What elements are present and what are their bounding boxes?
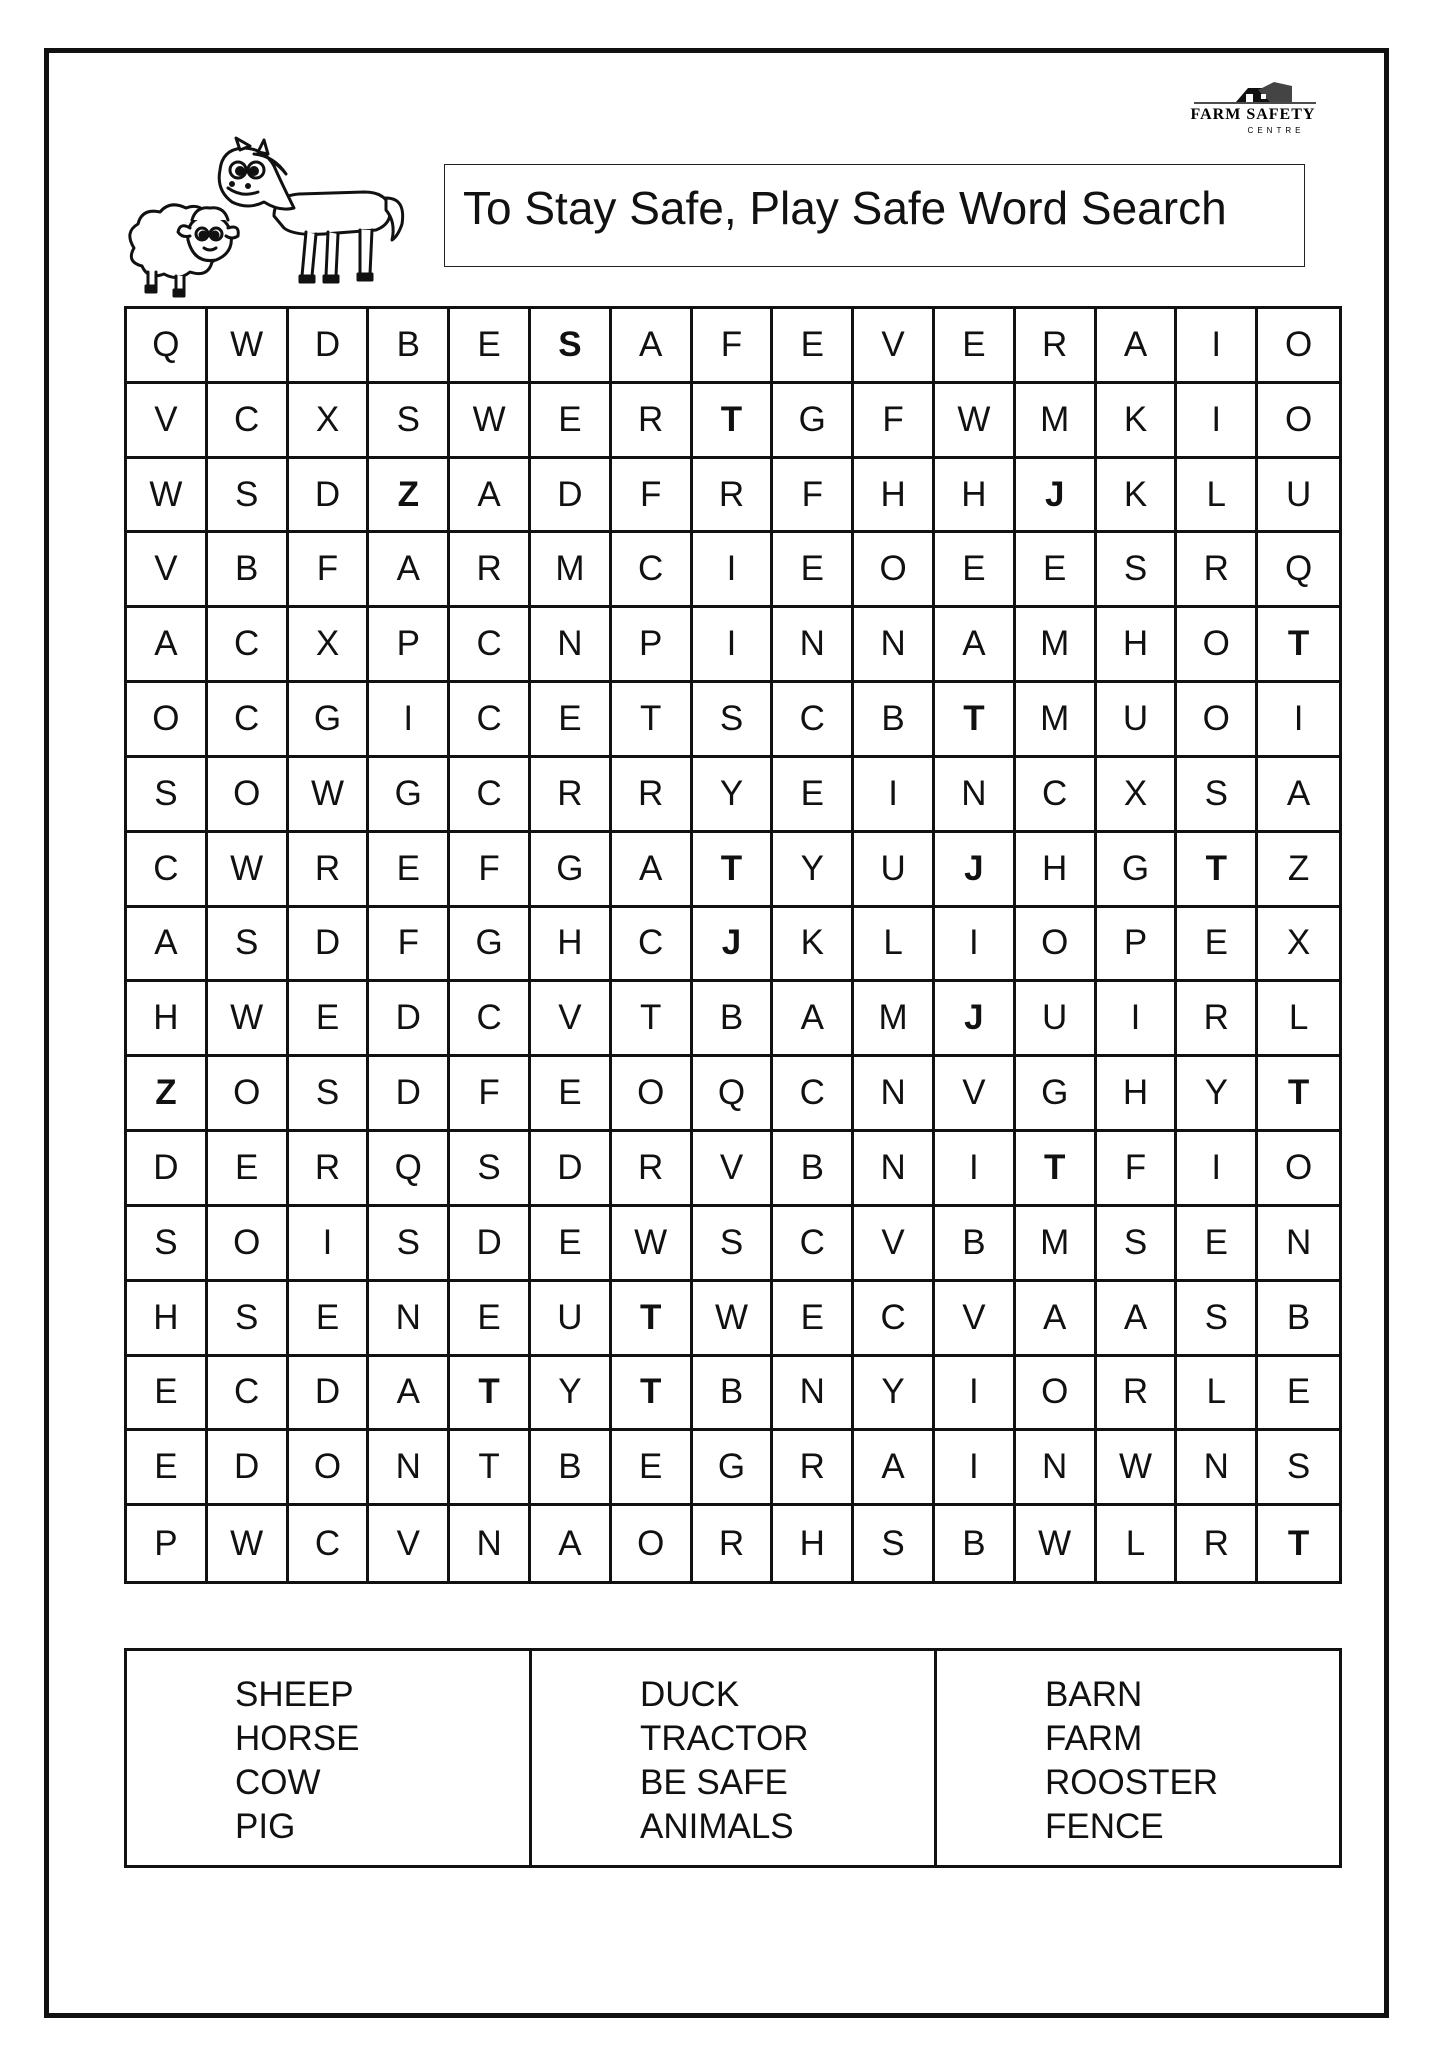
- grid-cell[interactable]: O: [1016, 908, 1097, 983]
- grid-cell[interactable]: B: [693, 1357, 774, 1432]
- grid-cell[interactable]: S: [1097, 533, 1178, 608]
- grid-cell[interactable]: D: [531, 459, 612, 534]
- grid-cell[interactable]: W: [208, 309, 289, 384]
- grid-cell[interactable]: N: [369, 1282, 450, 1357]
- grid-cell[interactable]: O: [208, 1207, 289, 1282]
- grid-cell[interactable]: S: [531, 309, 612, 384]
- grid-cell[interactable]: A: [1097, 1282, 1178, 1357]
- grid-cell[interactable]: B: [369, 309, 450, 384]
- grid-cell[interactable]: K: [1097, 384, 1178, 459]
- grid-cell[interactable]: L: [1177, 459, 1258, 534]
- grid-cell[interactable]: G: [450, 908, 531, 983]
- grid-cell[interactable]: N: [935, 758, 1016, 833]
- grid-cell[interactable]: H: [935, 459, 1016, 534]
- grid-cell[interactable]: C: [773, 1207, 854, 1282]
- grid-cell[interactable]: J: [935, 982, 1016, 1057]
- grid-cell[interactable]: I: [935, 1132, 1016, 1207]
- grid-cell[interactable]: K: [773, 908, 854, 983]
- word-list-item: SHEEP: [235, 1675, 354, 1714]
- word-list-item: ROOSTER: [1045, 1763, 1219, 1802]
- grid-cell[interactable]: S: [1097, 1207, 1178, 1282]
- grid-cell[interactable]: D: [289, 309, 370, 384]
- grid-cell[interactable]: H: [127, 982, 208, 1057]
- grid-cell[interactable]: W: [127, 459, 208, 534]
- grid-cell[interactable]: V: [693, 1132, 774, 1207]
- grid-cell[interactable]: B: [531, 1431, 612, 1506]
- grid-cell[interactable]: R: [289, 1132, 370, 1207]
- grid-cell[interactable]: T: [450, 1357, 531, 1432]
- grid-cell[interactable]: R: [1016, 309, 1097, 384]
- grid-cell[interactable]: E: [1258, 1357, 1339, 1432]
- grid-cell[interactable]: A: [369, 1357, 450, 1432]
- grid-cell[interactable]: A: [612, 309, 693, 384]
- grid-cell[interactable]: V: [854, 309, 935, 384]
- barn-logo-icon: [1166, 74, 1341, 138]
- grid-cell[interactable]: M: [1016, 1207, 1097, 1282]
- grid-cell[interactable]: E: [127, 1431, 208, 1506]
- grid-cell[interactable]: D: [289, 1357, 370, 1432]
- grid-cell[interactable]: G: [289, 683, 370, 758]
- grid-cell[interactable]: J: [935, 833, 1016, 908]
- grid-cell[interactable]: O: [1177, 608, 1258, 683]
- grid-cell[interactable]: V: [127, 384, 208, 459]
- grid-cell[interactable]: W: [612, 1207, 693, 1282]
- grid-cell[interactable]: V: [935, 1057, 1016, 1132]
- grid-cell[interactable]: Q: [693, 1057, 774, 1132]
- logo-text: FARM SAFETY: [1190, 106, 1316, 123]
- grid-cell[interactable]: X: [1258, 908, 1339, 983]
- grid-cell[interactable]: G: [1016, 1057, 1097, 1132]
- grid-cell[interactable]: S: [854, 1506, 935, 1581]
- grid-cell[interactable]: H: [1097, 608, 1178, 683]
- grid-cell[interactable]: V: [127, 533, 208, 608]
- grid-cell[interactable]: I: [289, 1207, 370, 1282]
- grid-cell[interactable]: H: [1016, 833, 1097, 908]
- grid-cell[interactable]: F: [450, 833, 531, 908]
- grid-cell[interactable]: O: [612, 1057, 693, 1132]
- grid-cell[interactable]: F: [289, 533, 370, 608]
- grid-cell[interactable]: R: [773, 1431, 854, 1506]
- grid-cell[interactable]: A: [1097, 309, 1178, 384]
- grid-cell[interactable]: X: [289, 608, 370, 683]
- grid-cell[interactable]: T: [612, 1357, 693, 1432]
- grid-cell[interactable]: C: [450, 982, 531, 1057]
- grid-cell[interactable]: U: [1258, 459, 1339, 534]
- title-box: [444, 164, 1305, 267]
- grid-cell[interactable]: C: [854, 1282, 935, 1357]
- grid-cell[interactable]: G: [531, 833, 612, 908]
- grid-cell[interactable]: O: [208, 1057, 289, 1132]
- grid-cell[interactable]: T: [1177, 833, 1258, 908]
- grid-cell[interactable]: C: [450, 608, 531, 683]
- grid-cell[interactable]: T: [1258, 608, 1339, 683]
- word-list-column: [532, 1651, 937, 1865]
- grid-cell[interactable]: B: [693, 982, 774, 1057]
- grid-cell[interactable]: A: [127, 608, 208, 683]
- grid-cell[interactable]: E: [289, 982, 370, 1057]
- grid-cell[interactable]: G: [1097, 833, 1178, 908]
- word-list-item: PIG: [235, 1807, 296, 1846]
- grid-cell[interactable]: S: [208, 1282, 289, 1357]
- grid-cell[interactable]: A: [369, 533, 450, 608]
- grid-cell[interactable]: P: [369, 608, 450, 683]
- grid-cell[interactable]: D: [450, 1207, 531, 1282]
- grid-cell[interactable]: Y: [773, 833, 854, 908]
- grid-cell[interactable]: O: [1258, 309, 1339, 384]
- grid-cell[interactable]: C: [773, 1057, 854, 1132]
- grid-cell[interactable]: F: [1097, 1132, 1178, 1207]
- grid-cell[interactable]: J: [693, 908, 774, 983]
- grid-cell[interactable]: G: [773, 384, 854, 459]
- grid-cell[interactable]: E: [450, 1282, 531, 1357]
- grid-cell[interactable]: O: [1258, 384, 1339, 459]
- grid-cell[interactable]: C: [208, 1357, 289, 1432]
- word-search-grid: [124, 306, 1342, 1584]
- word-list-item: ANIMALS: [640, 1807, 794, 1846]
- grid-cell[interactable]: I: [1097, 982, 1178, 1057]
- grid-cell[interactable]: A: [612, 833, 693, 908]
- grid-cell[interactable]: A: [1258, 758, 1339, 833]
- grid-cell[interactable]: B: [208, 533, 289, 608]
- grid-cell[interactable]: R: [612, 384, 693, 459]
- grid-cell[interactable]: C: [773, 683, 854, 758]
- grid-cell[interactable]: M: [1016, 683, 1097, 758]
- word-list-item: TRACTOR: [640, 1719, 809, 1758]
- grid-cell[interactable]: T: [612, 1282, 693, 1357]
- grid-cell[interactable]: T: [612, 683, 693, 758]
- grid-cell[interactable]: Q: [369, 1132, 450, 1207]
- sheep-icon: [130, 205, 238, 296]
- grid-cell[interactable]: P: [612, 608, 693, 683]
- grid-cell[interactable]: U: [1097, 683, 1178, 758]
- grid-cell[interactable]: Y: [531, 1357, 612, 1432]
- sheep-and-horse-illustration: [124, 136, 410, 298]
- grid-cell[interactable]: E: [773, 758, 854, 833]
- grid-cell[interactable]: T: [935, 683, 1016, 758]
- grid-cell[interactable]: E: [612, 1431, 693, 1506]
- grid-cell[interactable]: E: [1016, 533, 1097, 608]
- grid-cell[interactable]: W: [450, 384, 531, 459]
- grid-cell[interactable]: H: [1097, 1057, 1178, 1132]
- grid-cell[interactable]: V: [935, 1282, 1016, 1357]
- grid-cell[interactable]: E: [773, 309, 854, 384]
- farm-safety-logo: [1166, 74, 1341, 138]
- grid-cell[interactable]: A: [935, 608, 1016, 683]
- grid-cell[interactable]: T: [693, 833, 774, 908]
- grid-cell[interactable]: N: [450, 1506, 531, 1581]
- grid-cell[interactable]: R: [693, 1506, 774, 1581]
- grid-cell[interactable]: P: [127, 1506, 208, 1581]
- word-list-item: FARM: [1045, 1719, 1143, 1758]
- grid-cell[interactable]: C: [208, 384, 289, 459]
- grid-cell[interactable]: C: [1016, 758, 1097, 833]
- grid-cell[interactable]: L: [1177, 1357, 1258, 1432]
- grid-cell[interactable]: S: [1177, 758, 1258, 833]
- grid-cell[interactable]: N: [1258, 1207, 1339, 1282]
- grid-cell[interactable]: H: [773, 1506, 854, 1581]
- grid-cell[interactable]: M: [1016, 608, 1097, 683]
- grid-cell[interactable]: I: [935, 908, 1016, 983]
- word-list-item: FENCE: [1045, 1807, 1164, 1846]
- grid-cell[interactable]: E: [450, 309, 531, 384]
- grid-cell[interactable]: R: [531, 758, 612, 833]
- grid-cell[interactable]: S: [1177, 1282, 1258, 1357]
- grid-cell[interactable]: K: [1097, 459, 1178, 534]
- grid-cell[interactable]: F: [854, 384, 935, 459]
- grid-cell[interactable]: D: [289, 908, 370, 983]
- grid-cell[interactable]: R: [693, 459, 774, 534]
- grid-cell[interactable]: W: [208, 833, 289, 908]
- grid-cell[interactable]: Y: [693, 758, 774, 833]
- grid-cell[interactable]: M: [531, 533, 612, 608]
- logo-subtext: CENTRE: [1247, 126, 1305, 135]
- grid-cell[interactable]: E: [127, 1357, 208, 1432]
- grid-cell[interactable]: E: [1177, 908, 1258, 983]
- grid-cell[interactable]: N: [1177, 1431, 1258, 1506]
- grid-cell[interactable]: S: [127, 758, 208, 833]
- grid-cell[interactable]: E: [935, 309, 1016, 384]
- grid-cell[interactable]: N: [773, 608, 854, 683]
- grid-cell[interactable]: O: [208, 758, 289, 833]
- grid-cell[interactable]: T: [450, 1431, 531, 1506]
- grid-cell[interactable]: R: [289, 833, 370, 908]
- grid-cell[interactable]: W: [693, 1282, 774, 1357]
- grid-cell[interactable]: I: [1177, 1132, 1258, 1207]
- grid-cell[interactable]: A: [854, 1431, 935, 1506]
- grid-cell[interactable]: M: [854, 982, 935, 1057]
- grid-cell[interactable]: F: [450, 1057, 531, 1132]
- grid-cell[interactable]: C: [208, 608, 289, 683]
- grid-cell[interactable]: A: [450, 459, 531, 534]
- grid-cell[interactable]: O: [127, 683, 208, 758]
- word-list-column: [937, 1651, 1339, 1865]
- grid-cell[interactable]: Z: [1258, 833, 1339, 908]
- grid-cell[interactable]: E: [531, 683, 612, 758]
- grid-cell[interactable]: Q: [1258, 533, 1339, 608]
- grid-cell[interactable]: S: [450, 1132, 531, 1207]
- grid-cell[interactable]: S: [1258, 1431, 1339, 1506]
- grid-cell[interactable]: E: [531, 1207, 612, 1282]
- grid-cell[interactable]: S: [208, 459, 289, 534]
- grid-cell[interactable]: C: [208, 683, 289, 758]
- grid-cell[interactable]: L: [1258, 982, 1339, 1057]
- horse-icon: [219, 138, 402, 282]
- grid-cell[interactable]: N: [531, 608, 612, 683]
- grid-cell[interactable]: W: [289, 758, 370, 833]
- grid-cell[interactable]: A: [127, 908, 208, 983]
- grid-cell[interactable]: Y: [854, 1357, 935, 1432]
- grid-cell[interactable]: V: [531, 982, 612, 1057]
- grid-cell[interactable]: B: [1258, 1282, 1339, 1357]
- grid-cell[interactable]: Q: [127, 309, 208, 384]
- grid-cell[interactable]: Z: [127, 1057, 208, 1132]
- grid-cell[interactable]: S: [693, 1207, 774, 1282]
- grid-cell[interactable]: S: [127, 1207, 208, 1282]
- grid-cell[interactable]: F: [773, 459, 854, 534]
- grid-cell[interactable]: C: [612, 908, 693, 983]
- grid-cell[interactable]: O: [1016, 1357, 1097, 1432]
- grid-cell[interactable]: R: [1177, 982, 1258, 1057]
- grid-cell[interactable]: U: [854, 833, 935, 908]
- grid-cell[interactable]: H: [127, 1282, 208, 1357]
- grid-cell[interactable]: N: [854, 1057, 935, 1132]
- grid-cell[interactable]: T: [612, 982, 693, 1057]
- grid-cell[interactable]: E: [773, 1282, 854, 1357]
- grid-cell[interactable]: H: [854, 459, 935, 534]
- grid-cell[interactable]: I: [1258, 683, 1339, 758]
- grid-cell[interactable]: D: [127, 1132, 208, 1207]
- grid-cell[interactable]: B: [773, 1132, 854, 1207]
- grid-cell[interactable]: R: [1177, 533, 1258, 608]
- grid-cell[interactable]: H: [531, 908, 612, 983]
- grid-cell[interactable]: O: [1258, 1132, 1339, 1207]
- word-list-item: BE SAFE: [640, 1763, 788, 1802]
- grid-cell[interactable]: N: [1016, 1431, 1097, 1506]
- grid-cell[interactable]: G: [693, 1431, 774, 1506]
- word-list-item: HORSE: [235, 1719, 360, 1758]
- grid-cell[interactable]: R: [450, 533, 531, 608]
- grid-cell[interactable]: S: [289, 1057, 370, 1132]
- grid-cell[interactable]: Z: [369, 459, 450, 534]
- grid-cell[interactable]: C: [127, 833, 208, 908]
- grid-cell[interactable]: T: [1016, 1132, 1097, 1207]
- grid-cell[interactable]: E: [531, 384, 612, 459]
- grid-cell[interactable]: R: [1177, 1506, 1258, 1581]
- grid-cell[interactable]: D: [531, 1132, 612, 1207]
- grid-cell[interactable]: W: [208, 982, 289, 1057]
- grid-cell[interactable]: I: [693, 533, 774, 608]
- grid-cell[interactable]: E: [935, 533, 1016, 608]
- grid-cell[interactable]: N: [773, 1357, 854, 1432]
- grid-cell[interactable]: M: [1016, 384, 1097, 459]
- grid-cell[interactable]: V: [854, 1207, 935, 1282]
- grid-cell[interactable]: G: [369, 758, 450, 833]
- grid-cell[interactable]: U: [531, 1282, 612, 1357]
- grid-cell[interactable]: F: [369, 908, 450, 983]
- grid-cell[interactable]: I: [935, 1357, 1016, 1432]
- grid-cell[interactable]: F: [693, 309, 774, 384]
- grid-cell[interactable]: P: [1097, 908, 1178, 983]
- grid-cell[interactable]: S: [369, 384, 450, 459]
- grid-cell[interactable]: X: [1097, 758, 1178, 833]
- grid-cell[interactable]: T: [1287, 1523, 1310, 1563]
- grid-cell[interactable]: C: [450, 683, 531, 758]
- grid-cell[interactable]: R: [1097, 1357, 1178, 1432]
- grid-cell[interactable]: C: [289, 1506, 370, 1581]
- grid-cell[interactable]: L: [1097, 1506, 1178, 1581]
- grid-cell[interactable]: D: [369, 1057, 450, 1132]
- grid-cell[interactable]: N: [854, 1132, 935, 1207]
- grid-cell[interactable]: D: [208, 1431, 289, 1506]
- grid-cell[interactable]: C: [450, 758, 531, 833]
- word-list-item: COW: [235, 1763, 321, 1802]
- grid-cell[interactable]: A: [773, 982, 854, 1057]
- grid-cell[interactable]: I: [693, 608, 774, 683]
- grid-cell[interactable]: N: [854, 608, 935, 683]
- grid-cell[interactable]: F: [612, 459, 693, 534]
- page-title: To Stay Safe, Play Safe Word Search: [463, 182, 1227, 234]
- grid-cell[interactable]: E: [369, 833, 450, 908]
- grid-cell[interactable]: I: [854, 758, 935, 833]
- grid-cell[interactable]: B: [854, 683, 935, 758]
- grid-cell[interactable]: I: [369, 683, 450, 758]
- grid-cell[interactable]: C: [612, 533, 693, 608]
- grid-cell[interactable]: W: [208, 1506, 289, 1581]
- grid-cell[interactable]: N: [369, 1431, 450, 1506]
- grid-cell[interactable]: O: [612, 1506, 693, 1581]
- grid-cell[interactable]: J: [1016, 459, 1097, 534]
- grid-cell[interactable]: S: [369, 1207, 450, 1282]
- grid-cell[interactable]: U: [1016, 982, 1097, 1057]
- grid-cell[interactable]: X: [289, 384, 370, 459]
- grid-cell[interactable]: S: [208, 908, 289, 983]
- grid-cell[interactable]: T: [693, 384, 774, 459]
- word-list: [124, 1648, 1342, 1868]
- grid-cell[interactable]: E: [1177, 1207, 1258, 1282]
- grid-cell[interactable]: E: [773, 533, 854, 608]
- grid-cell[interactable]: B: [935, 1207, 1016, 1282]
- grid-cell[interactable]: A: [531, 1506, 612, 1581]
- grid-cell[interactable]: Y: [1177, 1057, 1258, 1132]
- grid-cell[interactable]: E: [208, 1132, 289, 1207]
- grid-cell[interactable]: R: [612, 1132, 693, 1207]
- grid-cell[interactable]: O: [289, 1431, 370, 1506]
- grid-cell[interactable]: I: [1177, 384, 1258, 459]
- grid-cell[interactable]: E: [289, 1282, 370, 1357]
- grid-cell[interactable]: I: [935, 1431, 1016, 1506]
- grid-cell[interactable]: S: [693, 683, 774, 758]
- grid-cell[interactable]: V: [369, 1506, 450, 1581]
- grid-cell[interactable]: D: [289, 459, 370, 534]
- grid-cell[interactable]: O: [854, 533, 935, 608]
- word-list-item: DUCK: [640, 1675, 740, 1714]
- grid-cell[interactable]: W: [1097, 1431, 1178, 1506]
- word-list-column: [127, 1651, 532, 1865]
- grid-cell[interactable]: B: [935, 1506, 1016, 1581]
- grid-cell[interactable]: D: [369, 982, 450, 1057]
- word-list-item: BARN: [1045, 1675, 1143, 1714]
- grid-cell[interactable]: T: [1258, 1057, 1339, 1132]
- grid-cell[interactable]: L: [854, 908, 935, 983]
- grid-cell[interactable]: E: [531, 1057, 612, 1132]
- grid-cell[interactable]: O: [1177, 683, 1258, 758]
- grid-cell[interactable]: W: [1016, 1506, 1097, 1581]
- grid-cell[interactable]: W: [935, 384, 1016, 459]
- grid-cell[interactable]: R: [612, 758, 693, 833]
- grid-cell[interactable]: I: [1177, 309, 1258, 384]
- grid-cell[interactable]: A: [1016, 1282, 1097, 1357]
